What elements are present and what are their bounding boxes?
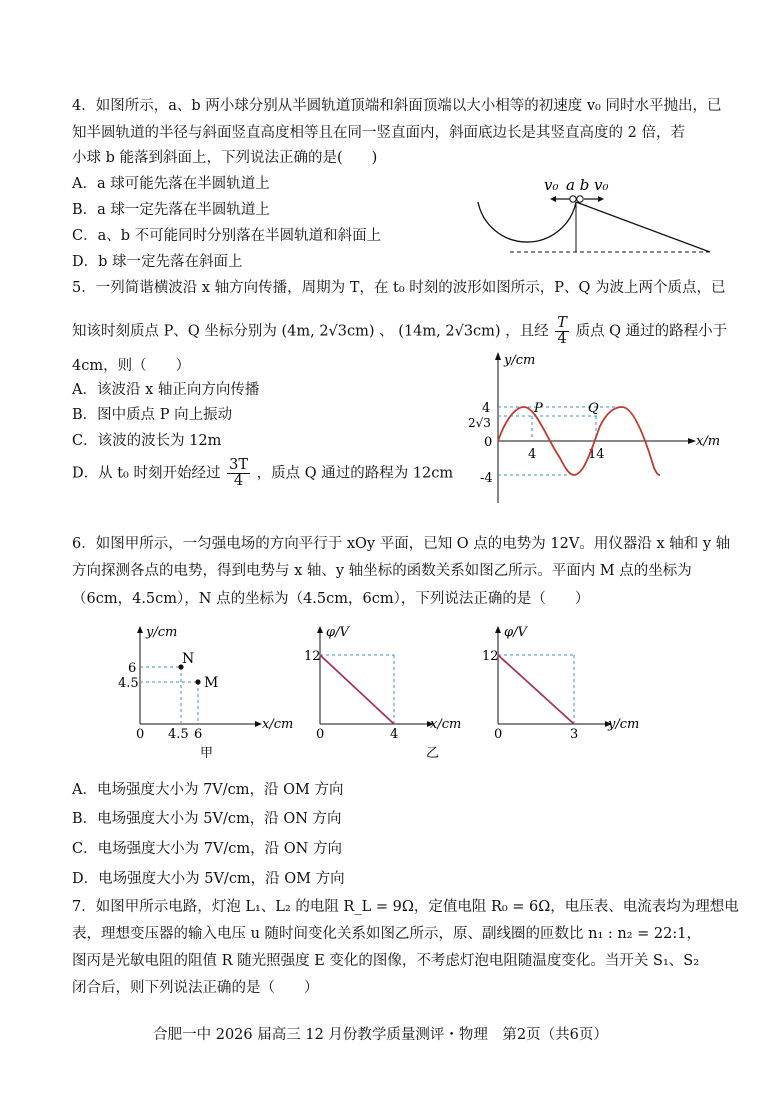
page-footer: 合肥一中 2026 届高三 12 月份教学质量测评・物理 第2页（共6页） bbox=[153, 1027, 608, 1043]
q5-line-2 bbox=[72, 316, 727, 347]
q6-jia-label-n: N bbox=[182, 651, 195, 667]
q4-fig-v0-right: v₀ bbox=[594, 176, 609, 194]
q4-line-2: 知半圆轨道的半径与斜面竖直高度相等且在同一竖直面内，斜面底边长是其竖直高度的 2 倍，若 bbox=[72, 125, 685, 141]
q5-line-2-a: 知该时刻质点 P、Q 坐标分别为 bbox=[72, 323, 277, 340]
q6-jia-y-tick-6: 6 bbox=[128, 661, 137, 676]
q5-option-d-a: D．从 t₀ 时刻开始经过 bbox=[72, 465, 221, 482]
q6-option-a: A．电场强度大小为 7V/cm，沿 OM 方向 bbox=[72, 782, 344, 798]
q5-fraction-2-denominator: 4 bbox=[233, 473, 244, 489]
q5-x-tick-14: 14 bbox=[588, 447, 605, 462]
q6-yi-ylabel: φ/V bbox=[326, 625, 349, 640]
q6-figure-jia bbox=[118, 620, 298, 760]
q6-jia-y-tick-45: 4.5 bbox=[118, 676, 139, 691]
q7-line-2: 表，理想变压器的输入电压 u 随时间变化关系如图乙所示，原、副线圈的匝数比 n₁ : n₂ = 22:1， bbox=[72, 926, 701, 942]
q5-ylabel: y/cm bbox=[504, 353, 536, 368]
q6-jia-label-m: M bbox=[204, 675, 219, 691]
q5-x-tick-4: 4 bbox=[528, 447, 537, 462]
q6-fig3-x-tick-3: 3 bbox=[570, 727, 579, 742]
q5-y-tick-neg4: -4 bbox=[480, 471, 493, 486]
q6-yi-xlabel: x/cm bbox=[430, 717, 462, 732]
q5-fraction-2-numerator: 3T bbox=[229, 457, 248, 473]
q6-option-d: D．电场强度大小为 5V/cm，沿 OM 方向 bbox=[72, 871, 345, 887]
q6-figure-3 bbox=[478, 620, 658, 760]
q5-option-c: C．该波的波长为 12m bbox=[72, 433, 222, 449]
q4-option-a: A．a 球可能先落在半圆轨道上 bbox=[72, 176, 270, 192]
q6-jia-xlabel: x/cm bbox=[262, 717, 294, 732]
q5-wave-graph bbox=[460, 348, 730, 508]
q6-figure-yi bbox=[300, 620, 480, 760]
q4-option-c: C．a、b 不可能同时分别落在半圆轨道和斜面上 bbox=[72, 228, 382, 244]
q5-y-tick-2root3: 2√3 bbox=[468, 416, 491, 430]
q5-option-b: B．图中质点 P 向上振动 bbox=[72, 407, 233, 423]
q6-jia-ylabel: y/cm bbox=[146, 625, 178, 640]
q6-option-b: B．电场强度大小为 5V/cm，沿 ON 方向 bbox=[72, 811, 342, 827]
q5-fraction-1-denominator: 4 bbox=[557, 331, 567, 347]
q6-yi-origin: 0 bbox=[316, 727, 325, 742]
q6-option-c: C．电场强度大小为 7V/cm，沿 ON 方向 bbox=[72, 841, 342, 857]
q6-yi-caption: 乙 bbox=[426, 746, 440, 760]
q4-line-1: 4．如图所示，a、b 两小球分别从半圆轨道顶端和斜面顶端以大小相等的初速度 v₀ 同时水平抛出，已 bbox=[72, 98, 722, 114]
q6-line-2: 方向探测各点的电势，得到电势与 x 轴、y 轴坐标的函数关系如图乙所示。平面内 M 点的坐标为 bbox=[72, 563, 692, 579]
q4-option-d: D．b 球一定先落在斜面上 bbox=[72, 254, 243, 270]
q6-jia-origin: 0 bbox=[136, 727, 145, 742]
q7-line-3: 图丙是光敏电阻的阻值 R 随光照强度 E 变化的图像，不考虑灯泡电阻随温度变化。当开关 S₁、S₂ bbox=[72, 953, 700, 969]
q5-y-tick-4: 4 bbox=[482, 401, 491, 416]
q6-fig3-xlabel: y/cm bbox=[608, 717, 640, 732]
q6-fig3-ylabel: φ/V bbox=[504, 625, 527, 640]
q6-yi-x-tick-4: 4 bbox=[390, 727, 399, 742]
q7-line-4: 闭合后，则下列说法正确的是（ ） bbox=[72, 980, 319, 996]
q5-point-q: Q bbox=[588, 401, 599, 416]
q4-option-b: B．a 球一定先落在半圆轨道上 bbox=[72, 202, 270, 218]
q5-fraction-1-numerator: T bbox=[557, 315, 567, 331]
q6-line-3: （6cm，4.5cm），N 点的坐标为（4.5cm，6cm），下列说法正确的是（ ） bbox=[72, 591, 590, 607]
q5-coord-separator: 、 bbox=[379, 323, 394, 340]
q6-jia-x-tick-45: 4.5 bbox=[168, 727, 189, 742]
q6-jia-caption: 甲 bbox=[200, 746, 214, 760]
q5-p-coordinate: (4m, 2√3cm) bbox=[281, 323, 375, 340]
q6-fig3-y-tick-12: 12 bbox=[482, 649, 499, 664]
q5-option-d-b: ，质点 Q 通过的路程为 12cm bbox=[256, 465, 454, 482]
q4-line-3: 小球 b 能落到斜面上，下列说法正确的是( ) bbox=[72, 150, 378, 166]
q5-option-d bbox=[72, 458, 453, 489]
q5-line-3: 4cm，则（ ） bbox=[72, 358, 191, 374]
q6-jia-x-tick-6: 6 bbox=[194, 727, 203, 742]
q7-line-1: 7．如图甲所示电路，灯泡 L₁、L₂ 的电阻 R_L = 9Ω，定值电阻 R₀ = 6Ω，电压表、电流表均为理想电 bbox=[72, 899, 739, 915]
q5-line-1: 5．一列简谐横波沿 x 轴方向传播，周期为 T，在 t₀ 时刻的波形如图所示，P、Q 为波上两个质点，已 bbox=[72, 280, 726, 296]
q5-q-coordinate: (14m, 2√3cm) bbox=[398, 323, 501, 340]
q6-yi-y-tick-12: 12 bbox=[304, 649, 321, 664]
q5-line-2-c: 质点 Q 通过的路程小于 bbox=[575, 323, 728, 340]
q6-line-1: 6．如图甲所示，一匀强电场的方向平行于 xOy 平面，已知 O 点的电势为 12V。用仪器沿 x 轴和 y 轴 bbox=[72, 536, 731, 552]
q5-option-a: A．该波沿 x 轴正向方向传播 bbox=[72, 382, 260, 398]
q4-fig-v0-left: v₀ bbox=[544, 176, 559, 194]
q5-origin: 0 bbox=[484, 435, 493, 450]
q5-point-p: P bbox=[534, 401, 543, 416]
q5-xlabel: x/m bbox=[696, 434, 721, 449]
q4-fig-ab: a b bbox=[566, 176, 590, 194]
q6-fig3-origin: 0 bbox=[494, 727, 503, 742]
q4-figure bbox=[470, 172, 720, 264]
q5-line-2-b: ，且经 bbox=[505, 323, 549, 340]
